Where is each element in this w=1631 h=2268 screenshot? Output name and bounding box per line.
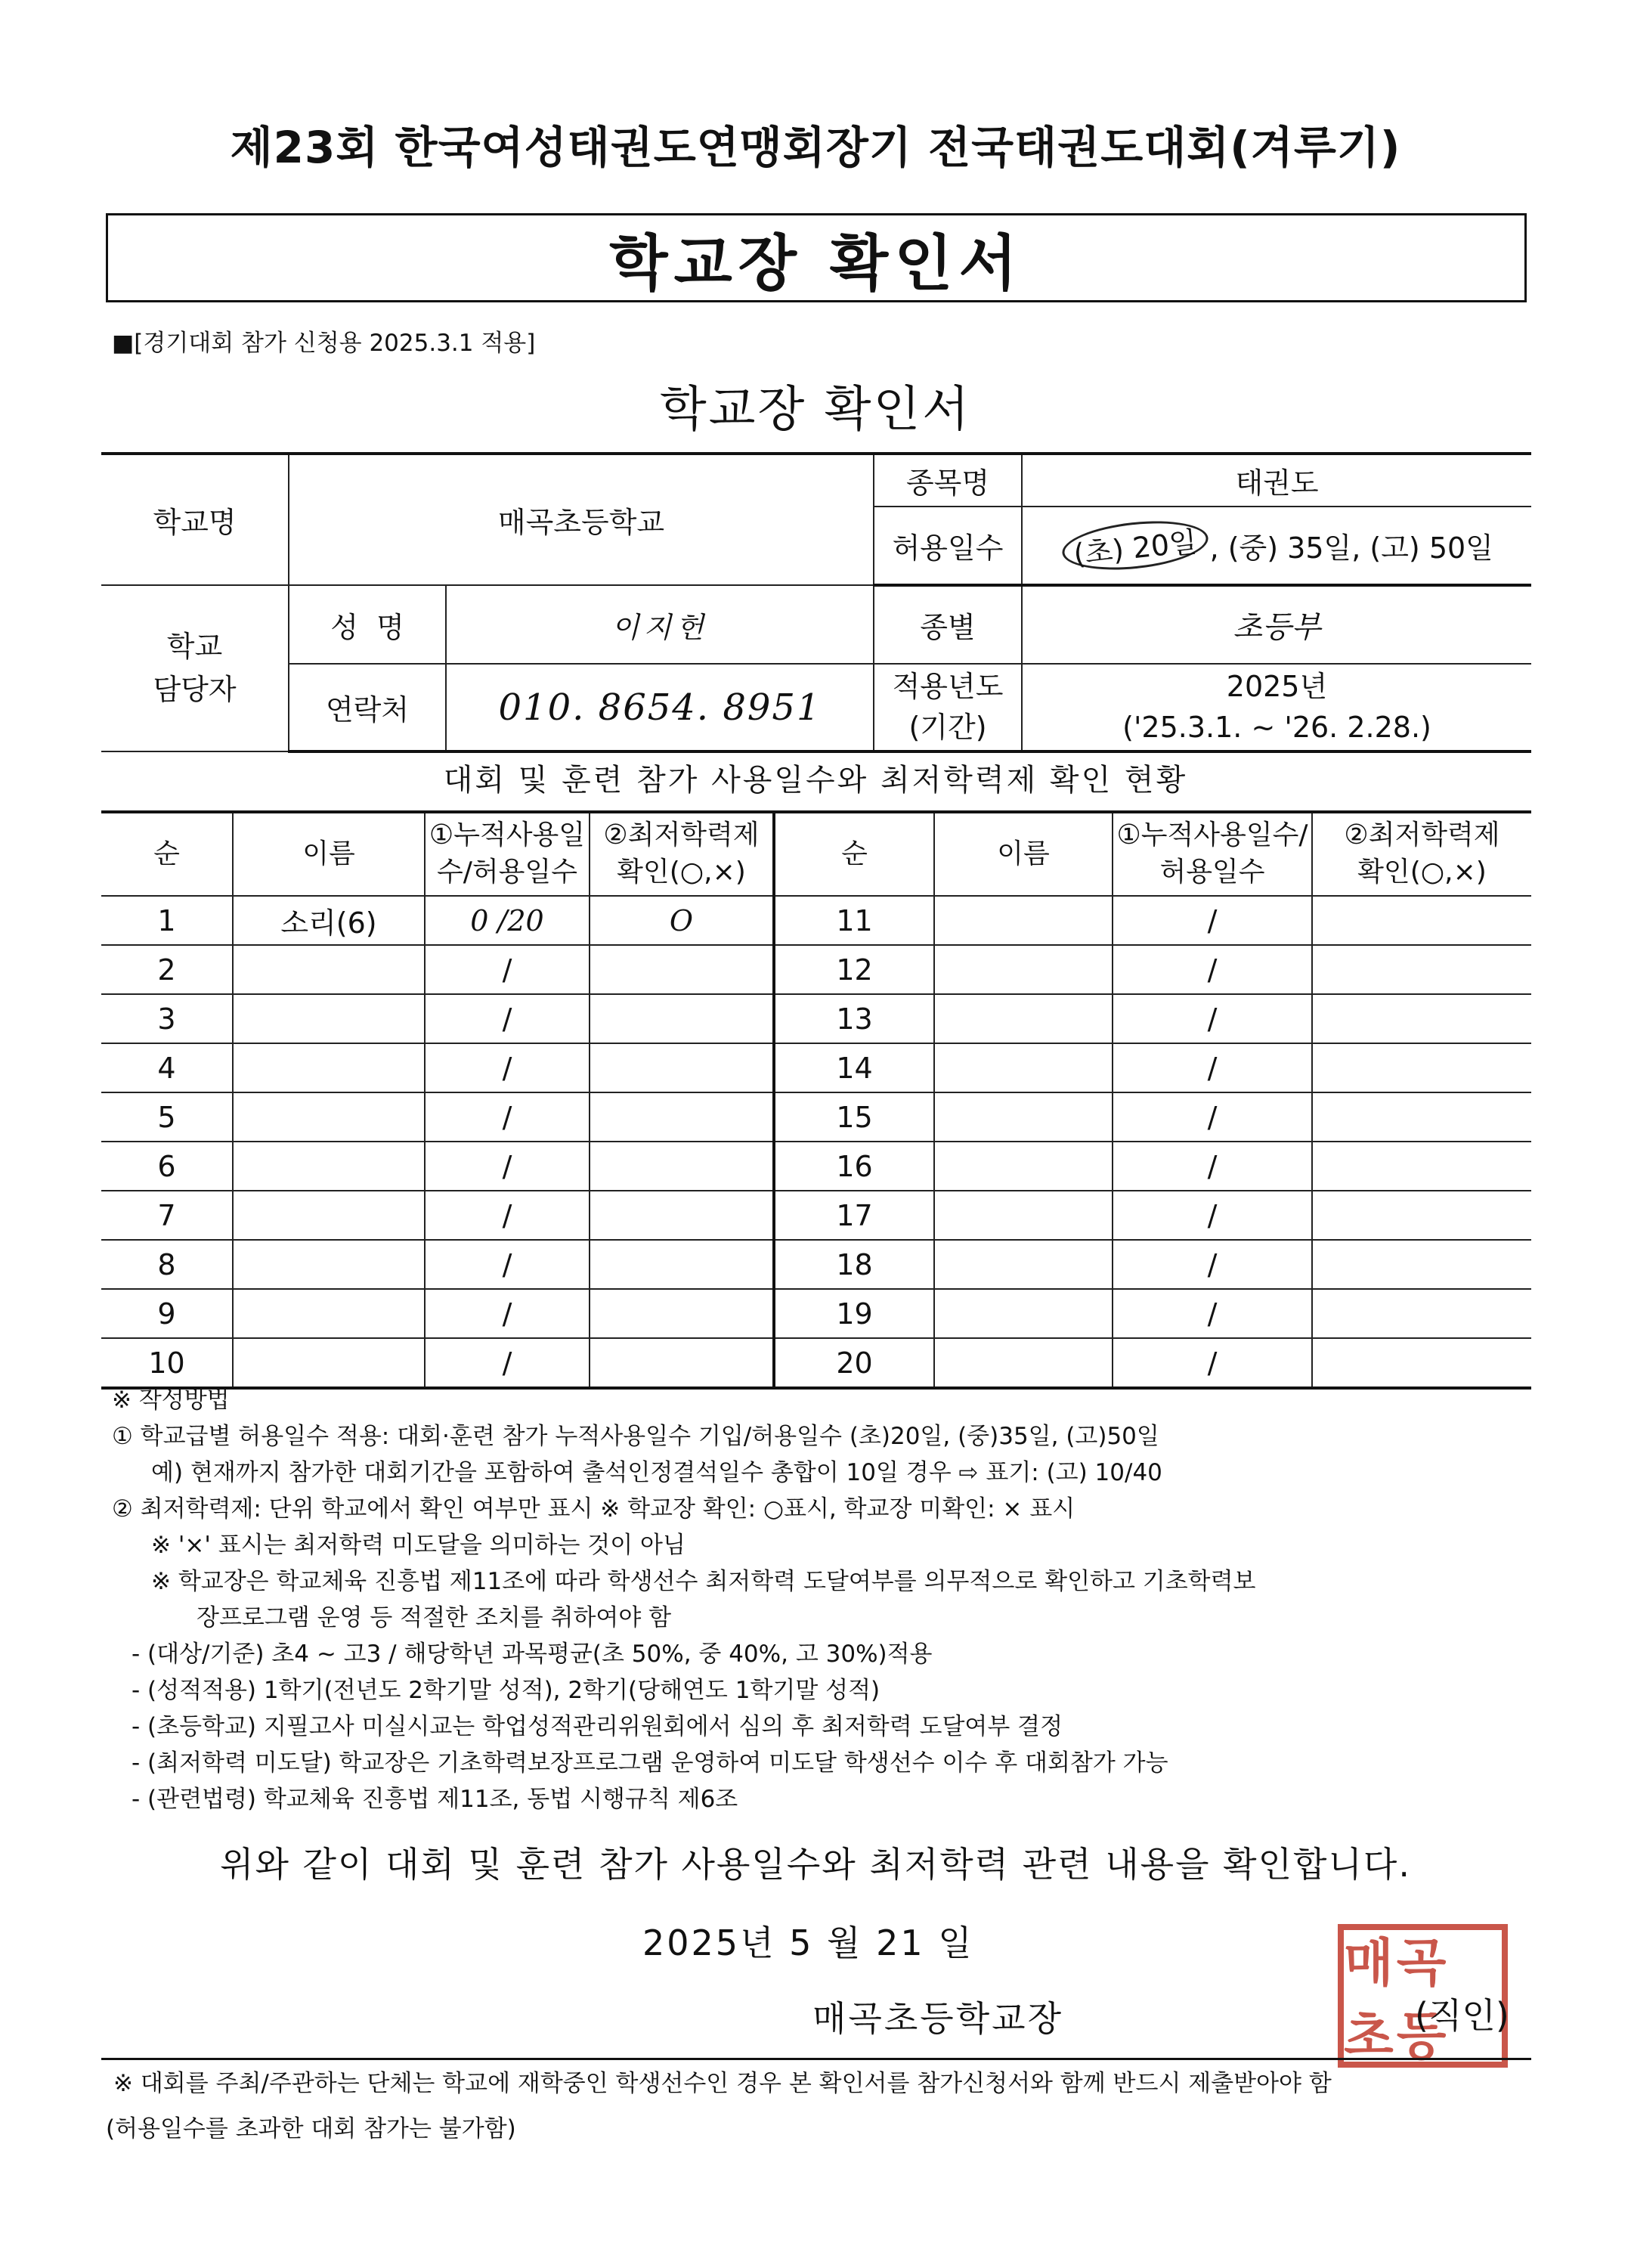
instructions [112, 1382, 1533, 1817]
row-academic [590, 994, 774, 1043]
header-seq-2: 순 [774, 812, 934, 896]
row-name-2 [934, 1043, 1113, 1092]
row-days-2: / [1113, 1043, 1312, 1092]
table-row [101, 1289, 1531, 1338]
row-seq-2: 20 [774, 1338, 934, 1388]
row-seq-2: 13 [774, 994, 934, 1043]
row-seq: 2 [101, 945, 233, 994]
seal-suffix: (직인) [1415, 1995, 1509, 2036]
confirmation-text: 위와 같이 대회 및 훈련 참가 사용일수와 최저학력 관련 내용을 확인합니다. [220, 1844, 1411, 1885]
row-academic [590, 1092, 774, 1142]
school-value: 매곡초등학교 [289, 454, 874, 585]
row-days: / [425, 994, 590, 1043]
row-academic [590, 1191, 774, 1240]
header-academic-2: ②최저학력제 확인(○,×) [1312, 812, 1531, 896]
row-days: / [425, 1289, 590, 1338]
instruction-line: 장프로그램 운영 등 적절한 조치를 취하여야 함 [197, 1604, 672, 1631]
manager-label: 학교 담당자 [101, 585, 289, 751]
row-name-2 [934, 896, 1113, 945]
category-label: 종별 [874, 585, 1022, 664]
row-name-2 [934, 1092, 1113, 1142]
row-name [233, 1240, 425, 1289]
row-days-2: / [1113, 1338, 1312, 1388]
row-days: / [425, 1191, 590, 1240]
name-label: 성 명 [289, 585, 446, 664]
instruction-line: ① 학교급별 허용일수 적용: 대회·훈련 참가 누적사용일수 기입/허용일수 (초)20일, (중)35일, (고)50일 [112, 1423, 1159, 1450]
row-academic-2 [1312, 896, 1531, 945]
row-name [233, 1142, 425, 1191]
row-seq-2: 15 [774, 1092, 934, 1142]
row-seq-2: 18 [774, 1240, 934, 1289]
row-name: 소리(6) [233, 896, 425, 945]
row-days-2: / [1113, 1092, 1312, 1142]
allowed-rest: , (중) 35일, (고) 50일 [1209, 531, 1493, 565]
footer-note-2: (허용일수를 초과한 대회 참가는 불가함) [106, 2115, 516, 2143]
row-seq-2: 12 [774, 945, 934, 994]
participation-rows [101, 896, 1531, 1388]
header-academic: ②최저학력제 확인(○,×) [590, 812, 774, 896]
row-seq: 6 [101, 1142, 233, 1191]
footer-divider [101, 2058, 1531, 2060]
year-value: 2025년 [1226, 670, 1328, 704]
row-name-2 [934, 1338, 1113, 1388]
name-value: 이지헌 [446, 585, 874, 664]
row-days-2: / [1113, 896, 1312, 945]
year-label: 적용년도 (기간) [874, 664, 1022, 751]
row-name [233, 1289, 425, 1338]
row-name [233, 994, 425, 1043]
row-academic [590, 1142, 774, 1191]
row-seq-2: 17 [774, 1191, 934, 1240]
contact-label: 연락처 [289, 664, 446, 751]
footer-note-1: ※ 대회를 주최/주관하는 단체는 학교에 재학중인 학생선수인 경우 본 확인서를 참가신청서와 함께 반드시 제출받아야 함 [113, 2070, 1332, 2097]
header-name-2: 이름 [934, 812, 1113, 896]
row-academic [590, 1289, 774, 1338]
row-academic [590, 1043, 774, 1092]
instruction-line: - (성적적용) 1학기(전년도 2학기말 성적), 2학기(당해연도 1학기말 성적) [132, 1677, 880, 1704]
document-title: 학교장 확인서 [609, 228, 1023, 299]
row-seq: 9 [101, 1289, 233, 1338]
row-seq: 3 [101, 994, 233, 1043]
document-title-box [106, 213, 1527, 302]
row-seq-2: 16 [774, 1142, 934, 1191]
table-row [101, 994, 1531, 1043]
row-seq: 1 [101, 896, 233, 945]
section-title: 대회 및 훈련 참가 사용일수와 최저학력제 확인 현황 [443, 763, 1188, 798]
row-academic-2 [1312, 994, 1531, 1043]
row-name [233, 1043, 425, 1092]
instruction-line: ※ '×' 표시는 최저학력 미도달을 의미하는 것이 아님 [151, 1532, 686, 1559]
header-days: ①누적사용일 수/허용일수 [425, 812, 590, 896]
form-subtitle: 학교장 확인서 [659, 382, 972, 438]
row-academic-2 [1312, 1092, 1531, 1142]
instruction-line: 예) 현재까지 참가한 대회기간을 포함하여 출석인정결석일수 총합이 10일 경우 ⇨ 표기: (고) 10/40 [151, 1459, 1162, 1486]
row-name [233, 1338, 425, 1388]
row-seq: 8 [101, 1240, 233, 1289]
instruction-line: - (대상/기준) 초4 ~ 고3 / 해당학년 과목평균(초 50%, 중 40%, 고 30%)적용 [132, 1641, 933, 1668]
signature-date: 2025년 5 월 21 일 [642, 1923, 974, 1963]
row-name-2 [934, 1142, 1113, 1191]
row-academic-2 [1312, 1338, 1531, 1388]
allowed-elem-circled: (초) 20일 [1060, 515, 1210, 576]
row-name-2 [934, 945, 1113, 994]
event-title: 제23회 한국여성태권도연맹회장기 전국태권도대회(겨루기) [230, 122, 1401, 173]
row-seq-2: 19 [774, 1289, 934, 1338]
row-name [233, 1191, 425, 1240]
row-name-2 [934, 1191, 1113, 1240]
sport-value: 태권도 [1022, 454, 1531, 507]
row-name-2 [934, 1240, 1113, 1289]
year-period: ('25.3.1. ~ '26. 2.28.) [1122, 710, 1431, 744]
instruction-line: - (관련법령) 학교체육 진흥법 제11조, 동법 시행규칙 제6조 [132, 1786, 738, 1813]
table-row [101, 1142, 1531, 1191]
header-seq: 순 [101, 812, 233, 896]
row-academic: O [590, 896, 774, 945]
contact-value: 010. 8654. 8951 [446, 664, 874, 751]
row-academic-2 [1312, 1191, 1531, 1240]
school-label: 학교명 [101, 454, 289, 585]
row-days: / [425, 1240, 590, 1289]
row-name-2 [934, 1289, 1113, 1338]
row-academic-2 [1312, 1142, 1531, 1191]
participation-table [101, 810, 1531, 1390]
row-seq: 10 [101, 1338, 233, 1388]
row-seq: 7 [101, 1191, 233, 1240]
row-days: 0 /20 [425, 896, 590, 945]
row-academic-2 [1312, 1240, 1531, 1289]
row-days: / [425, 1338, 590, 1388]
instruction-line: ※ 학교장은 학교체육 진흥법 제11조에 따라 학생선수 최저학력 도달여부를 의무적으로 확인하고 기초학력보 [151, 1568, 1256, 1595]
table-row [101, 896, 1531, 945]
table-row [101, 1338, 1531, 1388]
row-days: / [425, 1092, 590, 1142]
row-days-2: / [1113, 1289, 1312, 1338]
header-name: 이름 [233, 812, 425, 896]
table-row [101, 1240, 1531, 1289]
row-academic-2 [1312, 945, 1531, 994]
form-note: ■[경기대회 참가 신청용 2025.3.1 적용] [112, 330, 536, 357]
category-value: 초등부 [1022, 585, 1531, 664]
header-days-2: ①누적사용일수/ 허용일수 [1113, 812, 1312, 896]
row-days: / [425, 1043, 590, 1092]
row-seq: 4 [101, 1043, 233, 1092]
instruction-line: - (초등학교) 지필고사 미실시교는 학업성적관리위원회에서 심의 후 최저학력 도달여부 결정 [132, 1713, 1063, 1740]
instruction-line: ※ 작성방법 [112, 1387, 230, 1414]
info-table [101, 452, 1531, 753]
row-days-2: / [1113, 945, 1312, 994]
instruction-line: - (최저학력 미도달) 학교장은 기초학력보장프로그램 운영하여 미도달 학생선수 이수 후 대회참가 가능 [132, 1749, 1168, 1777]
row-academic-2 [1312, 1043, 1531, 1092]
table-row [101, 1191, 1531, 1240]
row-seq: 5 [101, 1092, 233, 1142]
row-days-2: / [1113, 994, 1312, 1043]
row-days: / [425, 945, 590, 994]
table-row [101, 1043, 1531, 1092]
table-row [101, 1092, 1531, 1142]
row-seq-2: 11 [774, 896, 934, 945]
table-row [101, 945, 1531, 994]
allowed-days [1022, 507, 1531, 585]
row-name [233, 945, 425, 994]
row-name-2 [934, 994, 1113, 1043]
row-academic [590, 945, 774, 994]
row-days-2: / [1113, 1191, 1312, 1240]
row-seq-2: 14 [774, 1043, 934, 1092]
instruction-line: ② 최저학력제: 단위 학교에서 확인 여부만 표시 ※ 학교장 확인: ○표시, 학교장 미확인: × 표시 [112, 1495, 1075, 1523]
year-cell [1022, 664, 1531, 751]
row-academic [590, 1338, 774, 1388]
sport-label: 종목명 [874, 454, 1022, 507]
row-academic-2 [1312, 1289, 1531, 1338]
row-days: / [425, 1142, 590, 1191]
row-days-2: / [1113, 1142, 1312, 1191]
seal-text: 매곡초등 [1344, 1933, 1450, 2067]
principal-name: 매곡초등학교장 [812, 1998, 1064, 2039]
row-name [233, 1092, 425, 1142]
row-days-2: / [1113, 1240, 1312, 1289]
row-academic [590, 1240, 774, 1289]
allowed-label: 허용일수 [874, 507, 1022, 585]
